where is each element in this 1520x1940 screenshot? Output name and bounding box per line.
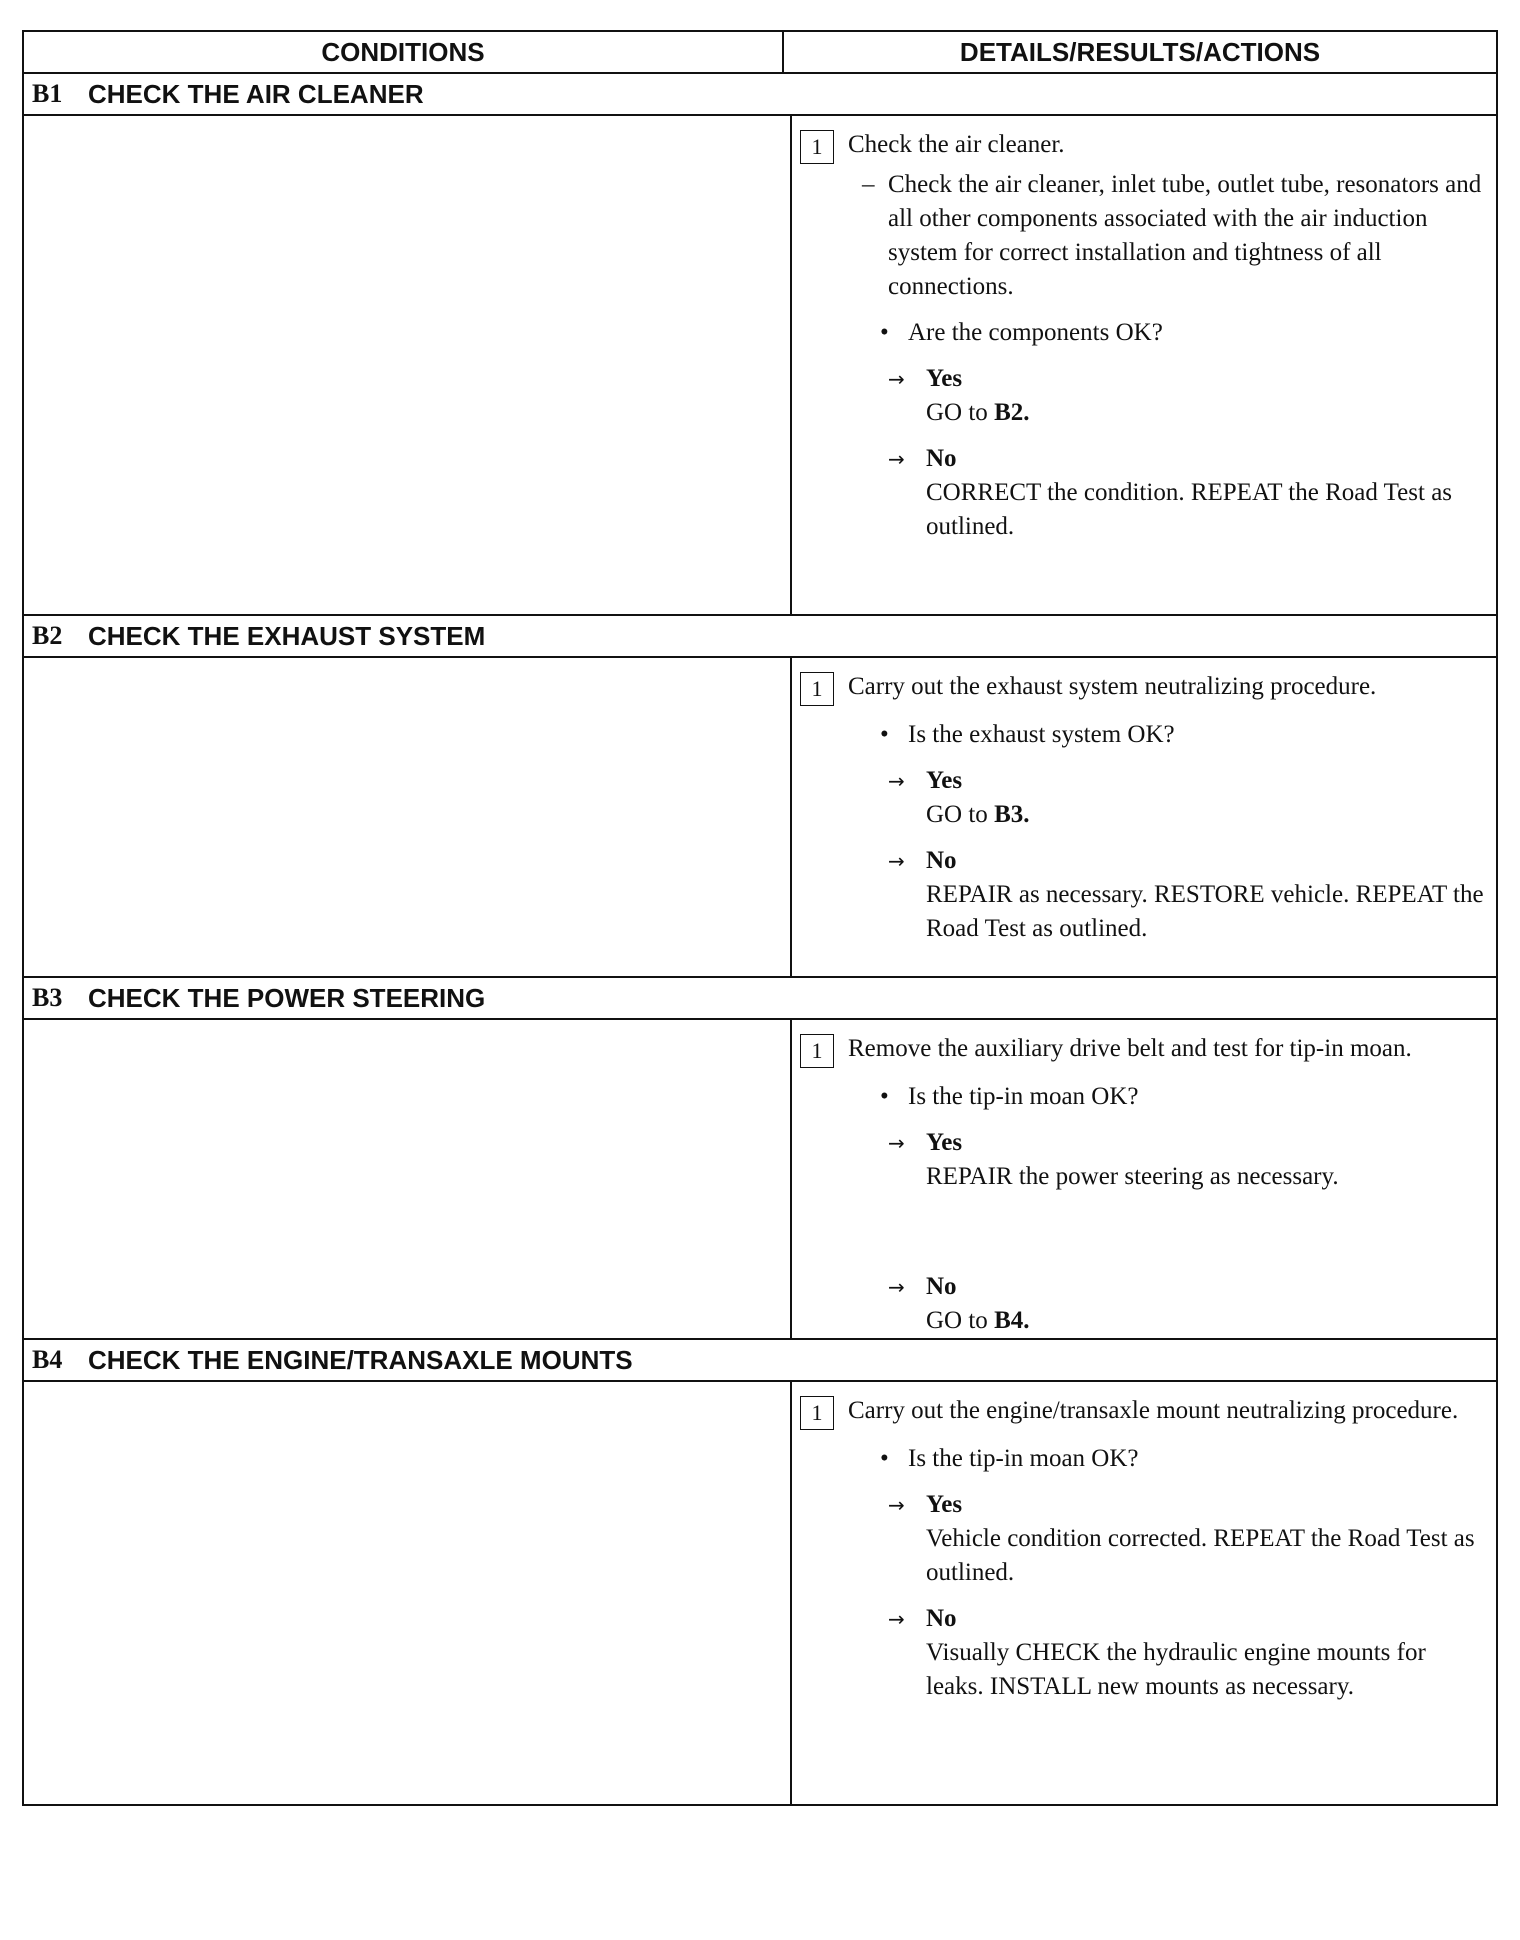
section-name: CHECK THE EXHAUST SYSTEM <box>88 620 486 651</box>
arrow-right-icon: → <box>888 1131 905 1155</box>
details-cell <box>792 1020 1496 1338</box>
step <box>800 1394 1486 1430</box>
arrow-right-icon: → <box>888 1493 905 1517</box>
yes-label: Yes <box>926 1129 963 1156</box>
yes-text: REPAIR the power steering as necessary. <box>926 1163 1339 1190</box>
spacer <box>800 1194 1486 1258</box>
no-text: REPAIR as necessary. RESTORE vehicle. REPEAT the Road Test as outlined. <box>926 881 1484 942</box>
question-text: Is the tip-in moan OK? <box>908 1083 1139 1110</box>
sub-instruction <box>862 168 1486 304</box>
bullet-icon: • <box>880 1445 889 1472</box>
step-number-box: 1 <box>800 672 834 706</box>
section-body-b1 <box>24 116 1496 616</box>
step-text: Carry out the exhaust system neutralizing procedure. <box>848 673 1377 700</box>
conditions-header: CONDITIONS <box>24 32 784 72</box>
yes-text: GO to <box>926 801 995 828</box>
step-text: Carry out the engine/transaxle mount neutralizing procedure. <box>848 1397 1459 1424</box>
step <box>800 1032 1486 1068</box>
question-text: Are the components OK? <box>908 319 1163 346</box>
no-text: GO to <box>926 1307 995 1334</box>
question <box>880 718 1486 752</box>
question <box>880 1080 1486 1114</box>
section-body-b2 <box>24 658 1496 978</box>
section-name: CHECK THE POWER STEERING <box>88 982 486 1013</box>
yes-ref: B2. <box>994 399 1030 426</box>
answer-no <box>888 442 1486 544</box>
step-number-box: 1 <box>800 130 834 164</box>
section-code: B3 <box>32 983 63 1012</box>
step-number-box: 1 <box>800 1034 834 1068</box>
answer-yes <box>888 1488 1486 1590</box>
answer-yes <box>888 764 1486 832</box>
yes-ref: B3. <box>994 801 1030 828</box>
no-ref: B4. <box>994 1307 1030 1334</box>
details-header: DETAILS/RESULTS/ACTIONS <box>959 36 1321 67</box>
yes-label: Yes <box>926 365 963 392</box>
details-cell <box>792 116 1496 614</box>
conditions-cell <box>24 1382 792 1804</box>
yes-text: Vehicle condition corrected. REPEAT the Road Test as outlined. <box>926 1525 1475 1586</box>
no-label: No <box>926 1605 957 1632</box>
arrow-right-icon: → <box>888 849 905 873</box>
question <box>880 1442 1486 1476</box>
arrow-right-icon: → <box>888 1607 905 1631</box>
bullet-icon: • <box>880 1083 889 1110</box>
bullet-icon: • <box>880 319 889 346</box>
yes-label: Yes <box>926 767 963 794</box>
dash-icon: – <box>862 171 875 198</box>
question-text: Is the exhaust system OK? <box>908 721 1175 748</box>
answer-no <box>888 1602 1486 1704</box>
no-label: No <box>926 847 957 874</box>
answer-yes <box>888 362 1486 430</box>
section-name: CHECK THE AIR CLEANER <box>88 78 424 109</box>
table-header <box>24 32 1496 74</box>
section-title-b2 <box>24 616 1496 658</box>
details-cell <box>792 658 1496 976</box>
no-text: CORRECT the condition. REPEAT the Road Test as outlined. <box>926 479 1453 540</box>
section-body-b3 <box>24 1020 1496 1340</box>
no-label: No <box>926 1273 957 1300</box>
arrow-right-icon: → <box>888 447 905 471</box>
conditions-cell <box>24 1020 792 1338</box>
step-number-box: 1 <box>800 1396 834 1430</box>
yes-text: GO to <box>926 399 995 426</box>
answer-no <box>888 1270 1486 1338</box>
question <box>880 316 1486 350</box>
answer-no <box>888 844 1486 946</box>
sub-instruction-text: Check the air cleaner, inlet tube, outlet tube, resonators and all other components associated with the air induction system for correct installation and tightness of all connections. <box>888 171 1482 300</box>
step-text: Check the air cleaner. <box>848 131 1065 158</box>
section-title-b4 <box>24 1340 1496 1382</box>
arrow-right-icon: → <box>888 367 905 391</box>
no-text: Visually CHECK the hydraulic engine mounts for leaks. INSTALL new mounts as necessary. <box>926 1639 1426 1700</box>
step-text: Remove the auxiliary drive belt and test for tip-in moan. <box>848 1035 1412 1062</box>
conditions-cell <box>24 116 792 614</box>
section-title-b3 <box>24 978 1496 1020</box>
bullet-icon: • <box>880 721 889 748</box>
details-cell <box>792 1382 1496 1804</box>
arrow-right-icon: → <box>888 769 905 793</box>
section-code: B1 <box>32 79 63 108</box>
section-name: CHECK THE ENGINE/TRANSAXLE MOUNTS <box>88 1344 633 1375</box>
step <box>800 128 1486 164</box>
section-code: B2 <box>32 621 63 650</box>
yes-label: Yes <box>926 1491 963 1518</box>
section-title-b1 <box>24 74 1496 116</box>
section-body-b4 <box>24 1382 1496 1804</box>
arrow-right-icon: → <box>888 1275 905 1299</box>
conditions-cell <box>24 658 792 976</box>
question-text: Is the tip-in moan OK? <box>908 1445 1139 1472</box>
step <box>800 670 1486 706</box>
diagnostic-table <box>22 30 1498 1806</box>
no-label: No <box>926 445 957 472</box>
section-code: B4 <box>32 1345 63 1374</box>
answer-yes <box>888 1126 1486 1194</box>
